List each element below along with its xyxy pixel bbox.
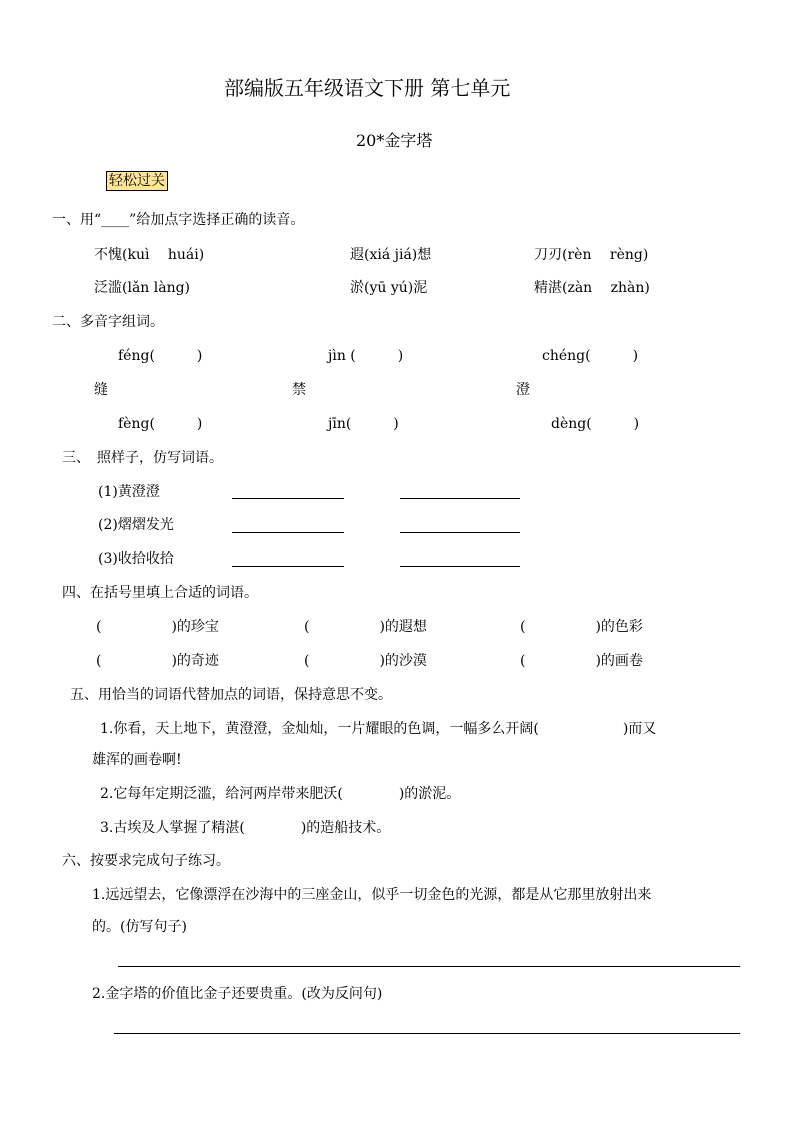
q4-item-6: ( )的画卷: [520, 653, 643, 669]
q1-item-2: 遐(xiá jiá)想: [350, 247, 432, 263]
q1-item-3: 刀刃(rèn rèng): [534, 247, 649, 263]
page-title: 部编版五年级语文下册 第七单元: [224, 76, 511, 100]
q5-sentence-1-line-1: 1.你看，天上地下，黄澄澄，金灿灿，一片耀眼的色调，一幅多么开阔( )而又: [100, 721, 657, 737]
q2-char-cheng: 澄: [516, 382, 530, 398]
answer-line[interactable]: [400, 566, 520, 567]
q4-heading: 四、在括号里填上合适的词语。: [62, 585, 258, 601]
answer-line[interactable]: [232, 532, 344, 533]
q6-heading: 六、按要求完成句子练习。: [62, 853, 230, 869]
q4-item-1: ( )的珍宝: [96, 619, 219, 635]
q2-pinyin-feng4: fèng( ): [118, 416, 203, 432]
answer-line[interactable]: [114, 1033, 740, 1034]
section-badge: 轻松过关: [106, 171, 168, 191]
q2-pinyin-jin4: jìn ( ): [328, 348, 404, 364]
q2-pinyin-cheng2: chéng( ): [542, 348, 639, 364]
q1-item-5: 淤(yū yú)泥: [350, 280, 428, 296]
q3-item-2: (2)熠熠发光: [98, 517, 174, 533]
q4-item-2: ( )的遐想: [304, 619, 427, 635]
q4-item-3: ( )的色彩: [520, 619, 643, 635]
q6-sentence-1-line-2: 的。(仿写句子): [92, 919, 187, 935]
q2-pinyin-deng4: dèng( ): [551, 416, 640, 432]
q6-sentence-2: 2.金字塔的价值比金子还要贵重。(改为反问句): [92, 986, 383, 1002]
q4-item-4: ( )的奇迹: [96, 653, 219, 669]
q6-sentence-1-line-1: 1.远远望去，它像漂浮在沙海中的三座金山，似乎一切金色的光源，都是从它那里放射出来: [92, 887, 652, 903]
q5-sentence-1-line-2: 雄浑的画卷啊!: [92, 752, 182, 768]
q2-pinyin-jin1: jīn( ): [328, 416, 399, 432]
answer-line[interactable]: [118, 966, 740, 967]
answer-line[interactable]: [232, 566, 344, 567]
q3-item-3: (3)收拾收拾: [98, 551, 174, 567]
q3-heading: 三、 照样子，仿写词语。: [62, 450, 223, 466]
q2-char-feng: 缝: [94, 382, 108, 398]
answer-line[interactable]: [400, 532, 520, 533]
lesson-title: 20*金字塔: [356, 131, 433, 150]
answer-line[interactable]: [400, 498, 520, 499]
q5-sentence-3: 3.古埃及人掌握了精湛( )的造船技术。: [100, 820, 391, 836]
q5-heading: 五、用恰当的词语代替加点的词语，保持意思不变。: [70, 687, 392, 703]
q3-item-1: (1)黄澄澄: [98, 484, 160, 500]
answer-line[interactable]: [232, 498, 344, 499]
q2-char-jin: 禁: [292, 382, 306, 398]
q2-pinyin-feng2: féng( ): [118, 348, 203, 364]
q2-heading: 二、多音字组词。: [52, 314, 164, 330]
q1-item-4: 泛滥(lǎn làng): [94, 280, 191, 296]
q5-sentence-2: 2.它每年定期泛滥，给河两岸带来肥沃( )的淤泥。: [100, 786, 461, 802]
q1-item-6: 精湛(zàn zhàn): [534, 280, 650, 296]
q1-item-1: 不愧(kuì huái): [94, 247, 205, 263]
q1-heading: 一、用“____”给加点字选择正确的读音。: [52, 212, 305, 228]
q4-item-5: ( )的沙漠: [304, 653, 427, 669]
